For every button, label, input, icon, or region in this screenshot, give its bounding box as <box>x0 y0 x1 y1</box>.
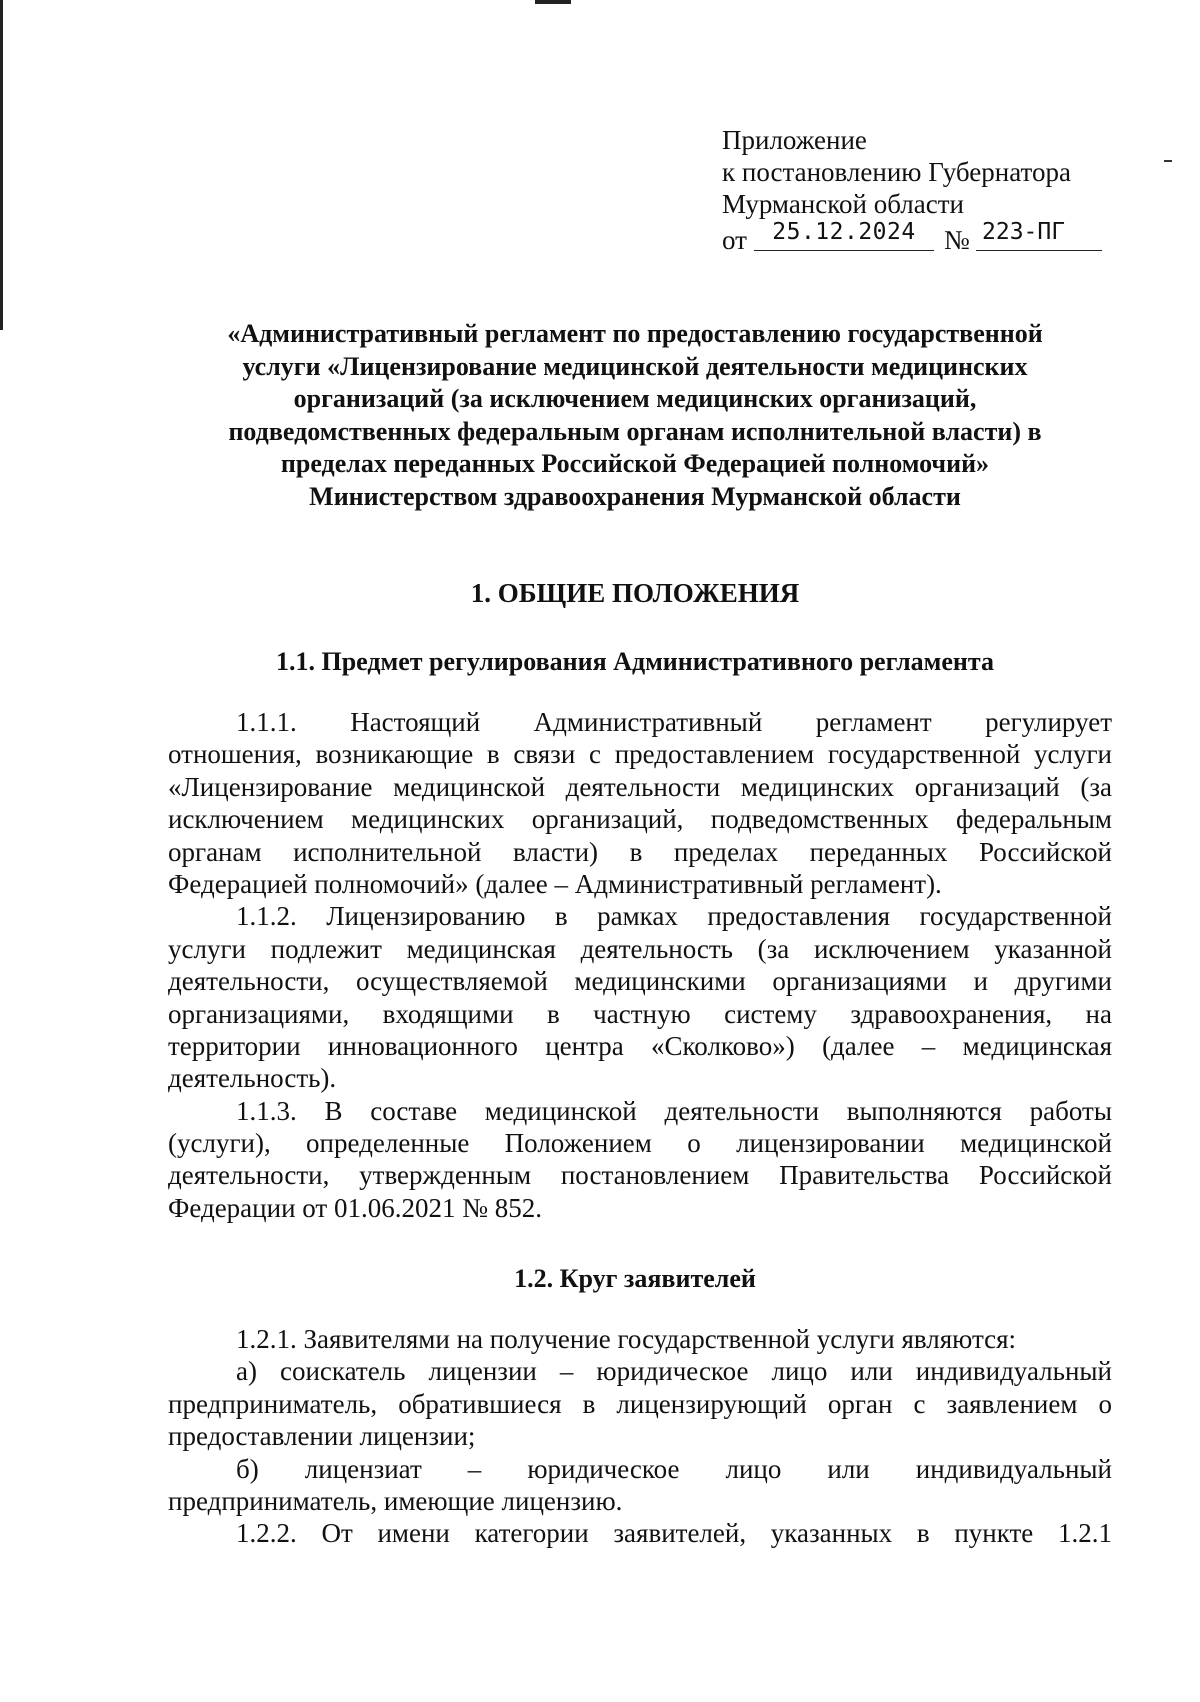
appendix-line: Приложение <box>722 125 867 155</box>
paragraph-line: деятельности, утвержденным постановлением Правительства Российской <box>168 1160 1112 1191</box>
section-heading: 1. ОБЩИЕ ПОЛОЖЕНИЯ <box>470 578 800 608</box>
date-number-row <box>722 220 1071 254</box>
paragraph-line: предприниматель, имеющие лицензию. <box>168 1485 623 1516</box>
paragraph-line: услуги подлежит медицинская деятельность (за исключением указанной <box>168 933 1112 964</box>
appendix-line: к постановлению Губернатора <box>722 157 1071 187</box>
paragraph-line: «Лицензирование медицинской деятельности медицинских организаций (за <box>168 771 1112 802</box>
scan-top-mark <box>535 0 571 4</box>
appendix-line: Мурманской области <box>722 189 964 219</box>
paragraph-line: органам исполнительной власти) в пределах переданных Российской <box>168 836 1112 867</box>
paragraph-line: 1.2.2. От имени категории заявителей, указанных в пункте 1.2.1 <box>236 1518 1112 1549</box>
subsection-heading-1-2: 1.2. Круг заявителей <box>514 1264 756 1293</box>
title-line: Министерством здравоохранения Мурманской области <box>309 481 961 511</box>
paragraph-line: 1.1.1. Настоящий Административный регламент регулирует <box>236 707 1112 737</box>
paragraph-line: деятельности, осуществляемой медицинскими организациями и другими <box>168 966 1112 997</box>
paragraph-line: 1.1.3. В составе медицинской деятельности выполняются работы <box>236 1095 1112 1126</box>
title-line: организаций (за исключением медицинских организаций, <box>293 384 977 413</box>
scan-edge-mark <box>0 0 3 330</box>
paragraph-line: исключением медицинских организаций, подведомственных федеральным <box>168 804 1112 835</box>
date-prefix: от <box>722 225 747 255</box>
title-line: «Административный регламент по предоставлению государственной <box>227 319 1043 348</box>
paragraph-line: организациями, входящими в частную систему здравоохранения, на <box>168 998 1112 1029</box>
paragraph-line: предоставлении лицензии; <box>168 1421 476 1452</box>
scan-dust-mark <box>1164 160 1172 162</box>
resolution-number: 223-ПГ <box>976 217 1102 251</box>
title-line: подведомственных федеральным органам исполнительной власти) в <box>228 416 1042 446</box>
paragraph-line: 1.1.2. Лицензированию в рамках предоставления государственной <box>236 901 1112 932</box>
paragraph-line: деятельность). <box>168 1063 337 1094</box>
paragraph-line: (услуги), определенные Положением о лицензировании медицинской <box>168 1128 1112 1159</box>
paragraph-line: предприниматель, обратившиеся в лицензирующий орган с заявлением о <box>168 1388 1112 1419</box>
title-line: пределах переданных Российской Федерацией полномочий» <box>280 449 990 478</box>
paragraph-line: Федерации от 01.06.2021 № 852. <box>168 1192 542 1223</box>
body-text-1-2 <box>168 1323 1112 1550</box>
paragraph-line: отношения, возникающие в связи с предоставлением государственной услуги <box>168 739 1112 770</box>
paragraph-line: 1.2.1. Заявителями на получение государственной услуги являются: <box>236 1324 1016 1354</box>
resolution-date: 25.12.2024 <box>754 217 934 251</box>
paragraph-line: б) лицензиат – юридическое лицо или индивидуальный <box>236 1453 1112 1484</box>
title-line: услуги «Лицензирование медицинской деятельности медицинских <box>242 351 1028 381</box>
subsection-heading-1-1: 1.1. Предмет регулирования Административного регламента <box>276 647 994 676</box>
number-prefix: № <box>944 225 970 255</box>
body-text-1-1 <box>168 706 1112 1224</box>
document-title <box>160 318 1110 513</box>
paragraph-line: а) соискатель лицензии – юридическое лицо или индивидуальный <box>236 1356 1112 1387</box>
paragraph-line: Федерацией полномочий» (далее – Административный регламент). <box>168 868 942 899</box>
paragraph-line: территории инновационного центра «Сколково») (далее – медицинская <box>168 1030 1112 1061</box>
appendix-block <box>722 124 1071 254</box>
